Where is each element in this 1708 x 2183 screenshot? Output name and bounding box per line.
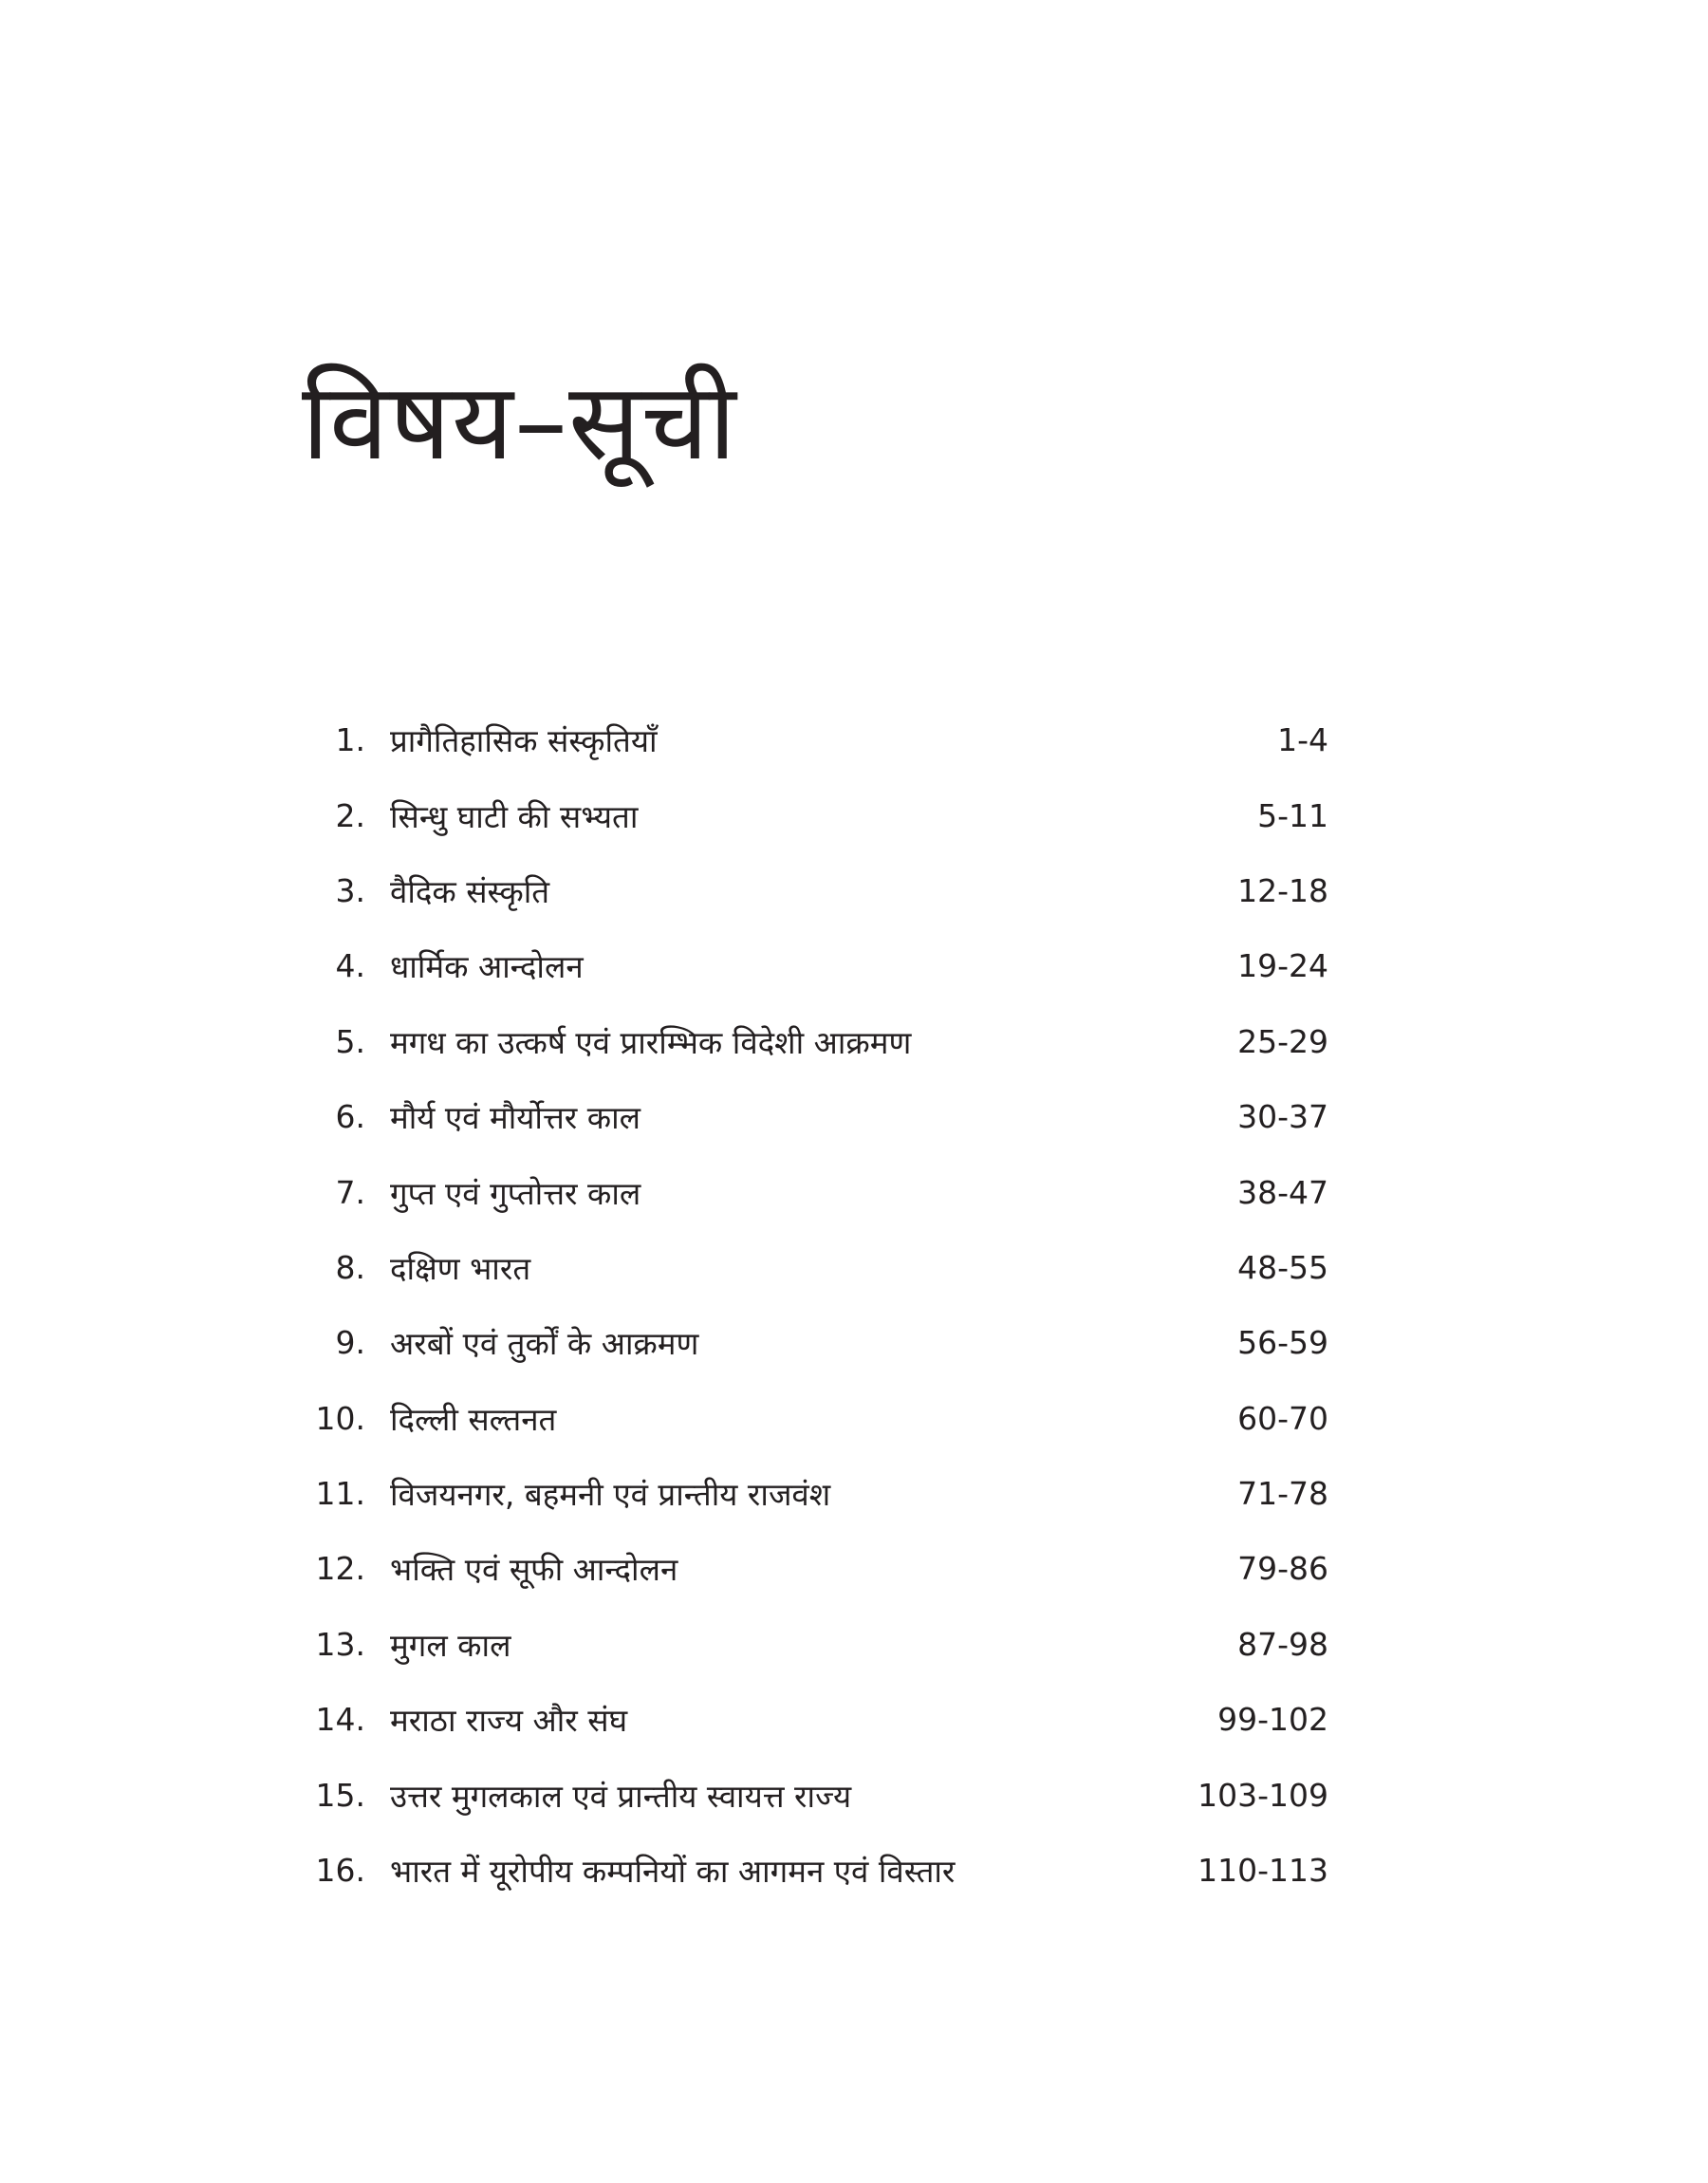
toc-entry-number: 14. <box>315 1701 365 1739</box>
toc-entry-number: 16. <box>315 1852 365 1890</box>
toc-entry-title: दिल्ली सल्तनत <box>390 1400 557 1438</box>
toc-entry-pages: 19-24 <box>1237 947 1328 985</box>
toc-entry <box>304 1531 1328 1606</box>
toc-entry <box>304 702 1328 777</box>
toc-entry-number: 4. <box>335 947 365 985</box>
toc-entry-title: धार्मिक आन्दोलन <box>390 948 584 986</box>
toc-entry-pages: 103-109 <box>1197 1776 1328 1814</box>
toc-entry-title: सिन्धु घाटी की सभ्यता <box>390 797 639 835</box>
toc-entry <box>304 928 1328 1003</box>
toc-entry-pages: 79-86 <box>1237 1550 1328 1588</box>
toc-entry <box>304 1757 1328 1832</box>
toc-entry <box>304 1456 1328 1531</box>
toc-entry <box>304 1230 1328 1305</box>
page-title: विषय–सूची <box>302 361 737 484</box>
toc-entry <box>304 1154 1328 1229</box>
toc-entry-number: 15. <box>315 1776 365 1814</box>
toc-entry <box>304 1607 1328 1682</box>
toc-entry-number: 10. <box>315 1399 365 1437</box>
toc-entry-number: 13. <box>315 1625 365 1663</box>
toc-entry-pages: 38-47 <box>1237 1173 1328 1211</box>
toc-entry-title: मौर्य एवं मौर्योत्तर काल <box>390 1099 641 1137</box>
toc-entry-pages: 110-113 <box>1197 1852 1328 1890</box>
toc-entry-title: मुगल काल <box>390 1626 511 1664</box>
toc-entry-number: 5. <box>335 1022 365 1060</box>
toc-entry-title: भारत में यूरोपीय कम्पनियों का आगमन एवं विस्तार <box>390 1853 956 1891</box>
toc-entry-number: 1. <box>335 721 365 759</box>
toc-entry-pages: 60-70 <box>1237 1399 1328 1437</box>
toc-entry-title: मगध का उत्कर्ष एवं प्रारम्भिक विदेशी आक्रमण <box>390 1023 912 1061</box>
toc-entry-pages: 1-4 <box>1277 721 1328 759</box>
toc-entry <box>304 853 1328 928</box>
toc-entry-title: गुप्त एवं गुप्तोत्तर काल <box>390 1174 641 1212</box>
toc-entry-pages: 12-18 <box>1237 871 1328 909</box>
toc-entry-title: उत्तर मुगलकाल एवं प्रान्तीय स्वायत्त राज्य <box>390 1777 852 1815</box>
toc-entry-pages: 5-11 <box>1257 796 1328 834</box>
toc-entry-title: भक्ति एवं सूफी आन्दोलन <box>390 1551 678 1589</box>
toc-entry <box>304 1682 1328 1757</box>
toc-entry-number: 8. <box>335 1248 365 1286</box>
toc-entry-title: मराठा राज्य और संघ <box>390 1702 628 1740</box>
toc-entry-title: विजयनगर, बहमनी एवं प्रान्तीय राजवंश <box>390 1476 831 1514</box>
toc-entry-number: 7. <box>335 1173 365 1211</box>
toc-entry-number: 11. <box>315 1475 365 1513</box>
toc-entry <box>304 1833 1328 1908</box>
toc-entry-pages: 87-98 <box>1237 1625 1328 1663</box>
toc-entry <box>304 777 1328 852</box>
toc-entry-title: प्रागैतिहासिक संस्कृतियाँ <box>390 722 658 760</box>
table-of-contents <box>304 702 1328 1908</box>
toc-entry-title: दक्षिण भारत <box>390 1249 531 1287</box>
toc-entry <box>304 1079 1328 1154</box>
toc-entry-pages: 48-55 <box>1237 1248 1328 1286</box>
toc-entry-pages: 30-37 <box>1237 1098 1328 1136</box>
toc-entry <box>304 1305 1328 1380</box>
toc-entry-number: 12. <box>315 1550 365 1588</box>
toc-entry-number: 3. <box>335 871 365 909</box>
toc-entry-number: 2. <box>335 796 365 834</box>
toc-entry-pages: 25-29 <box>1237 1022 1328 1060</box>
toc-entry-title: वैदिक संस्कृति <box>390 872 550 910</box>
toc-entry-number: 9. <box>335 1324 365 1362</box>
toc-entry <box>304 1004 1328 1079</box>
toc-entry-pages: 99-102 <box>1217 1701 1328 1739</box>
toc-entry <box>304 1381 1328 1456</box>
toc-entry-pages: 71-78 <box>1237 1475 1328 1513</box>
toc-entry-number: 6. <box>335 1098 365 1136</box>
toc-entry-pages: 56-59 <box>1237 1324 1328 1362</box>
toc-entry-title: अरबों एवं तुर्कों के आक्रमण <box>390 1325 699 1363</box>
